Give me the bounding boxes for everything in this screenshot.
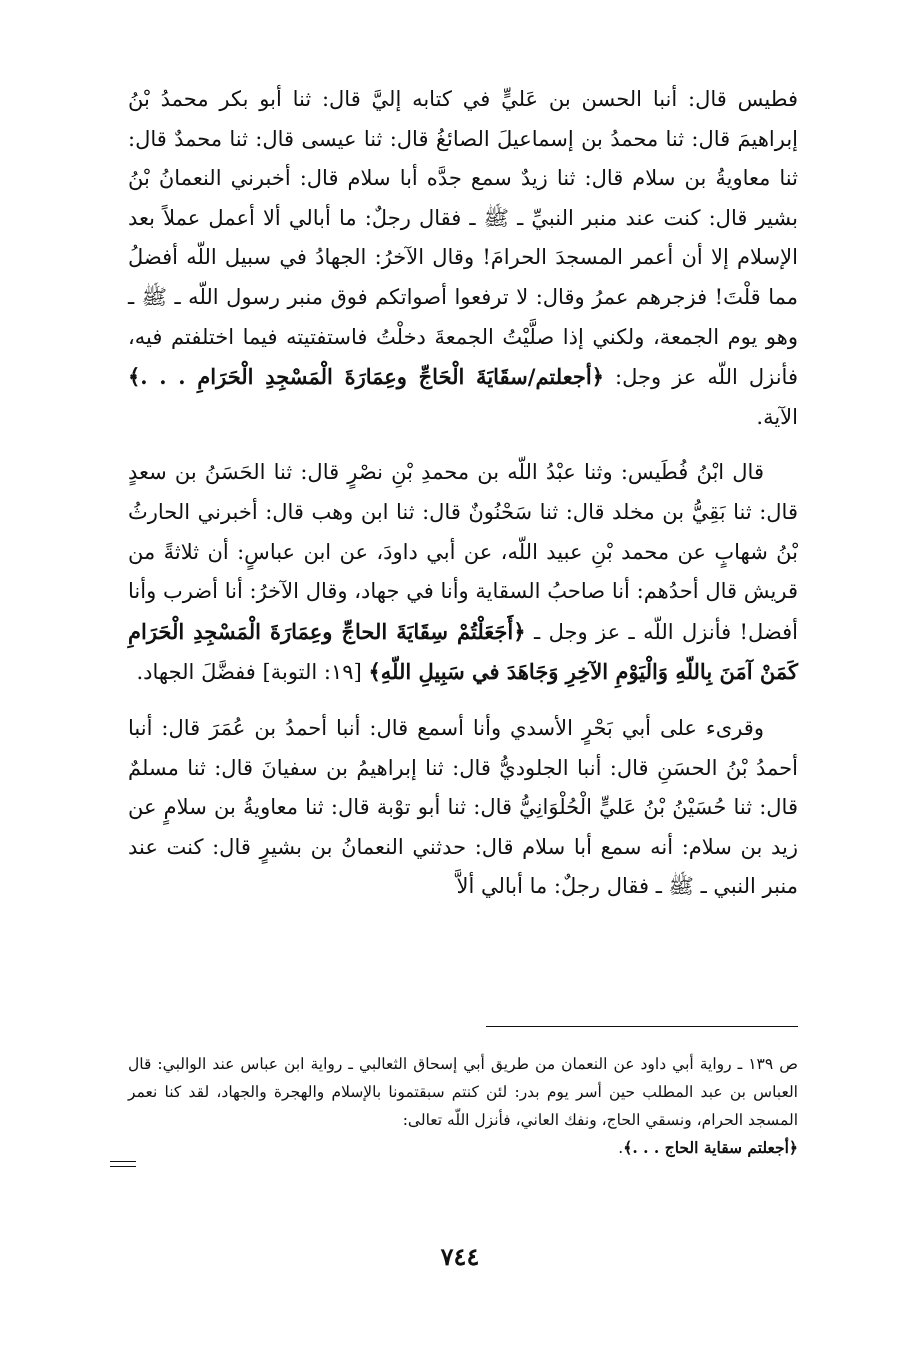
paragraph-2 bbox=[128, 453, 798, 693]
footnote-quran: ﴿أجعلتم سقاية الحاج . . .﴾ bbox=[623, 1138, 798, 1157]
footnote-tail: . bbox=[618, 1139, 624, 1157]
footnote-continuation-mark bbox=[110, 1161, 136, 1169]
footnote-divider bbox=[486, 1026, 798, 1027]
quran-verse-1: ﴿أجعلتم/سقَايَةَ الْحَاجِّ وعِمَارَةَ الْمَسْجِدِ الْحَرَامِ . . .﴾ bbox=[128, 364, 604, 390]
main-text bbox=[128, 80, 798, 907]
paragraph-1 bbox=[128, 80, 798, 437]
footnote bbox=[128, 1050, 798, 1162]
paragraph-3-text: وقرىء على أبي بَحْرٍ الأسدي وأنا أسمع قال: أنبا أحمدُ بن عُمَرَ قال: أنبا أحمدُ بْنُ الحسَنِ قال: أنبا الجلوديُّ قال: ثنا إبراهيمُ بن سفيانَ قال: ثنا مسلمٌ قال: ثنا حُسَيْنُ بْنُ عَليٍّ الْحُلْوَانِيُّ قال: ثنا أبو توْبة قال: ثنا معاويةُ بن سلامٍ عن زيد بن سلام: أنه سمع أبا سلام قال: حدثني النعمانُ بن بشيرٍ قال: كنت عند منبر النبي ـ ﷺ ـ فقال رجلٌ: ما أبالي ألاَّ bbox=[128, 715, 798, 899]
paragraph-1-tail: الآية. bbox=[756, 404, 798, 429]
footnote-text: ص ١٣٩ ـ رواية أبي داود عن النعمان من طريق أبي إسحاق الثعالبي ـ رواية ابن عباس عند الوالبي: قال العباس بن عبد المطلب حين أسر يوم بدر: لئن كنتم سبقتمونا بالإسلام والهجرة والجهاد، لقد كنا نعمر المسجد الحرام، ونسقي الحاج، ونفك العاني، فأنزل اللّه تعالى: bbox=[128, 1055, 798, 1129]
paragraph-2-text: قال ابْنُ فُطَيس: وثنا عبْدُ اللّه بن محمدِ بْنِ نصْرٍ قال: ثنا الحَسَنُ بن سعدٍ قال: ثنا بَقِيُّ بن مخلد قال: ثنا سَحْنُونٌ قال: ثنا ابن وهب قال: أخبرني الحارثُ بْنُ شهابٍ عن محمد بْنِ عبيد اللّه، عن أبي داودَ، عن ابن عباسٍ: أن ثلاثةً من قريش قال أحدُهم: أنا صاحبُ السقاية وأنا في جهاد، وقال الآخرُ: أنا أضرب وأنا أفضل! فأنزل اللّه ـ عز وجل ـ bbox=[128, 460, 798, 644]
paragraph-2-tail: [١٩: التوبة] ففضَّلَ الجهاد. bbox=[136, 660, 369, 685]
page-number: ٧٤٤ bbox=[440, 1242, 480, 1271]
paragraph-1-text: فطيس قال: أنبا الحسن بن عَليٍّ في كتابه إليَّ قال: ثنا أبو بكر محمدُ بْنُ إبراهيمَ قال: ثنا محمدُ بن إسماعيلَ الصائغُ قال: ثنا عيسى قال: ثنا محمدٌ قال: ثنا معاويةُ بن سلام قال: ثنا زيدٌ سمع جدَّه أبا سلام قال: أخبرني النعمانُ بْنُ بشير قال: كنت عند منبر النبيِّ ـ ﷺ ـ فقال رجلٌ: ما أبالي ألا أعمل عملاً بعد الإسلام إلا أن أعمر المسجدَ الحرامَ! وقال الآخرُ: الجهادُ في سبيل اللّه أفضلُ مما قلْتَ! فزجرهم عمرُ وقال: لا ترفعوا أصواتكم فوق منبر رسول اللّه ـ ﷺ ـ وهو يوم الجمعة، ولكني إذا صلَّيْتُ الجمعةَ دخلْتُ فاستفتيته فيما اختلفتم فيه، فأنزل اللّه عز وجل: bbox=[128, 87, 798, 390]
quran-verse-2: ﴿أَجَعَلْتُمْ سِقَايَةَ الحاجِّ وعِمَارَةَ الْمَسْجِدِ الْحَرَامِ كَمَنْ آمَنَ بِاللّهِ وَالْيَوْمِ الآخِرِ وَجَاهَدَ في سَبِيلِ اللّهِ﴾ bbox=[128, 618, 798, 685]
footnotes bbox=[128, 1050, 798, 1162]
paragraph-3 bbox=[128, 709, 798, 907]
